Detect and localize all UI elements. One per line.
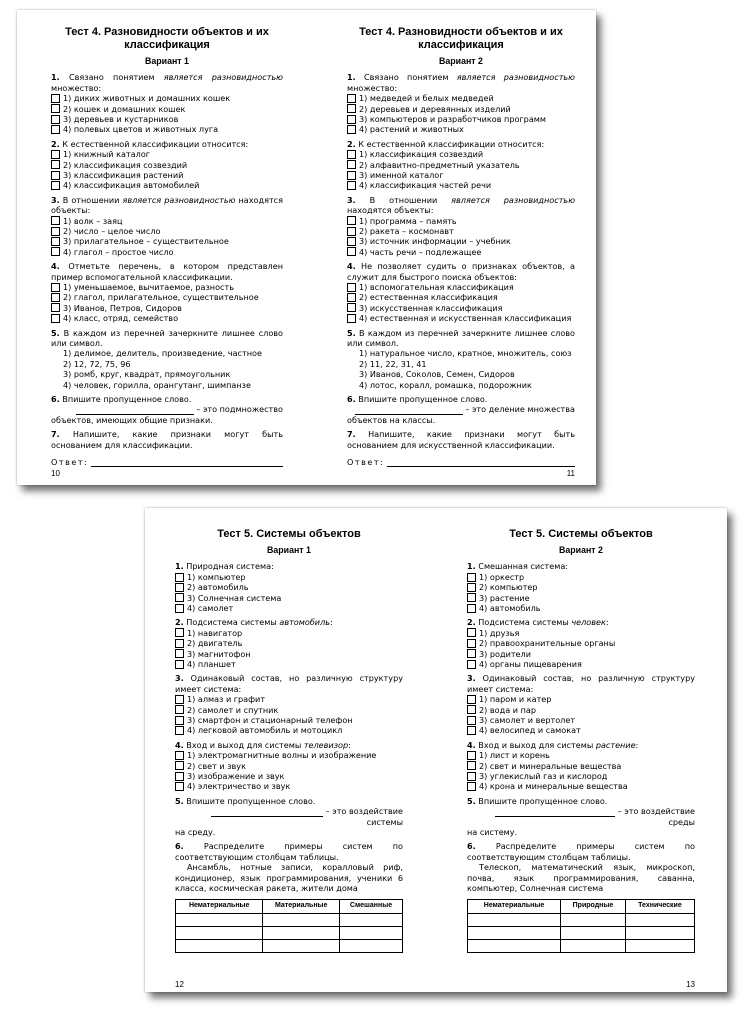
checkbox[interactable] xyxy=(347,171,356,180)
answer-option[interactable]: 4) планшет xyxy=(175,659,403,669)
answer-option[interactable]: 2) автомобиль xyxy=(175,582,403,592)
question-2: 2. К естественной классификации относится: 1) книжный каталог 2) классификация созвездий 3) классификация растений 4) классификация автомобилей xyxy=(51,139,283,191)
question-7: 7. Напишите, какие признаки могут быть основанием для искусственной классификации. Ответ: xyxy=(347,429,575,467)
question-4: 4. Отметьте перечень, в котором представлен пример вспомогательной классификации. 1) уменьшаемое, вычитаемое, разность 2) глагол, прилагательное, существительное 3) Иванов, Петров, Сидоров 4) класс, отряд, семейство xyxy=(51,261,283,324)
question-5: 5. Впишите пропущенное слово. – это воздействие системы на среду. xyxy=(175,795,403,837)
checkbox[interactable] xyxy=(347,150,356,159)
answer-option[interactable]: 2) ракета – космонавт xyxy=(347,226,575,236)
question-6: 6. Распределите примеры систем по соответствующим столбцам таблицы. Телескоп, математический язык, микроскоп, почва, язык программирования, саванна, компьютер, Солнечная система Нематериальные Природные Технические xyxy=(467,841,695,952)
answer-option[interactable]: 3) источник информации – учебник xyxy=(347,236,575,246)
column-header: Природные xyxy=(561,900,626,913)
answer-label: Ответ: xyxy=(347,456,385,467)
answer-option[interactable]: 4) класс, отряд, семейство xyxy=(51,313,283,323)
answer-option[interactable]: 2) кошек и домашних кошек xyxy=(51,104,283,114)
answer-field[interactable] xyxy=(387,458,575,467)
question-6: 6. Распределите примеры систем по соответствующим столбцам таблицы. Ансамбль, нотные записи, коралловый риф, кондиционер, язык программирования, ученики 6 класса, космическая ракета, жители дома Нематериальные Материальные Смешанные xyxy=(175,841,403,952)
word-list[interactable]: 4) человек, горилла, орангутанг, шимпанзе xyxy=(63,379,251,390)
fill-in-blank[interactable] xyxy=(495,816,615,817)
table-cell[interactable] xyxy=(176,926,263,939)
workbook-spread-test-5 xyxy=(145,508,727,992)
answer-option[interactable]: 4) органы пищеварения xyxy=(467,659,695,669)
answer-option[interactable]: 1) лист и корень xyxy=(467,750,695,760)
checkbox[interactable] xyxy=(175,593,184,602)
page-title: Тест 5. Системы объектов xyxy=(509,528,653,540)
question-6: 6. Впишите пропущенное слово. – это подмножество объектов, имеющих общие признаки. xyxy=(51,393,283,425)
checkbox[interactable] xyxy=(347,283,356,292)
variant-label: Вариант 1 xyxy=(145,56,189,66)
answer-option[interactable]: 4) самолет xyxy=(175,603,403,613)
answer-option[interactable]: 2) деревьев и деревянных изделий xyxy=(347,104,575,114)
table-cell[interactable] xyxy=(176,913,263,926)
table-cell[interactable] xyxy=(263,926,340,939)
checkbox[interactable] xyxy=(347,94,356,103)
answer-option[interactable]: 1) диких животных и домашних кошек xyxy=(51,93,283,103)
answer-option[interactable]: 2) самолет и спутник xyxy=(175,705,403,715)
answer-option[interactable]: 3) родители xyxy=(467,649,695,659)
answer-option[interactable]: 3) Солнечная система xyxy=(175,593,403,603)
question-1: 1. Смешанная система: 1) оркестр 2) компьютер 3) растение 4) автомобиль xyxy=(467,561,695,613)
checkbox[interactable] xyxy=(175,705,184,714)
answer-option[interactable]: 3) искусственная классификация xyxy=(347,303,575,313)
checkbox[interactable] xyxy=(467,583,476,592)
table-cell[interactable] xyxy=(468,913,561,926)
column-header: Смешанные xyxy=(340,900,403,913)
table-cell[interactable] xyxy=(625,913,694,926)
checkbox[interactable] xyxy=(175,726,184,735)
word-list[interactable]: 2) 12, 72, 75, 96 xyxy=(63,358,131,369)
answer-option[interactable]: 1) уменьшаемое, вычитаемое, разность xyxy=(51,282,283,292)
checkbox[interactable] xyxy=(175,695,184,704)
answer-option[interactable]: 1) книжный каталог xyxy=(51,149,283,159)
checkbox[interactable] xyxy=(347,181,356,190)
answer-option[interactable]: 2) вода и пар xyxy=(467,705,695,715)
checkbox[interactable] xyxy=(175,628,184,637)
checkbox[interactable] xyxy=(347,216,356,225)
answer-option[interactable]: 3) прилагательное – существительное xyxy=(51,236,283,246)
answer-option[interactable]: 4) часть речи – подлежащее xyxy=(347,247,575,257)
question-5: 5. Впишите пропущенное слово. – это воздействие среды на систему. xyxy=(467,795,695,837)
checkbox[interactable] xyxy=(51,283,60,292)
checkbox[interactable] xyxy=(51,181,60,190)
checkbox[interactable] xyxy=(467,639,476,648)
page-number: 13 xyxy=(686,979,695,989)
answer-option[interactable]: 4) классификация автомобилей xyxy=(51,180,283,190)
answer-option[interactable]: 4) велосипед и самокат xyxy=(467,725,695,735)
answer-label: Ответ: xyxy=(51,456,89,467)
answer-option[interactable]: 1) оркестр xyxy=(467,572,695,582)
answer-option[interactable]: 2) глагол, прилагательное, существительное xyxy=(51,292,283,302)
answer-option[interactable]: 1) навигатор xyxy=(175,628,403,638)
page-title: Тест 4. Разновидности объектов и их классификация xyxy=(65,26,269,51)
checkbox[interactable] xyxy=(467,628,476,637)
checkbox[interactable] xyxy=(51,303,60,312)
page-title: Тест 4. Разновидности объектов и их классификация xyxy=(359,26,563,51)
page-number: 11 xyxy=(566,468,575,478)
checkbox[interactable] xyxy=(51,227,60,236)
checkbox[interactable] xyxy=(175,583,184,592)
question-3: 3. В отношении является разновидностью находятся объекты: 1) программа – память 2) ракета – космонавт 3) источник информации – учебник 4) часть речи – подлежащее xyxy=(347,194,576,257)
answer-option[interactable]: 2) свет и минеральные вещества xyxy=(467,761,695,771)
answer-option[interactable]: 4) глагол – простое число xyxy=(51,247,283,257)
page-number: 10 xyxy=(51,468,60,478)
table-cell[interactable] xyxy=(340,913,403,926)
checkbox[interactable] xyxy=(51,94,60,103)
answer-option[interactable]: 3) именной каталог xyxy=(347,170,575,180)
question-5: 5. В каждом из перечней зачеркните лишнее слово или символ. 1) делимое, делитель, произведение, частное 2) 12, 72, 75, 96 3) ромб, круг, квадрат, прямоугольник 4) человек, горилла, орангутанг, шимпанзе xyxy=(51,327,283,390)
question-1: 1. Связано понятием является разновидностью множество: 1) диких животных и домашних кошек 2) кошек и домашних кошек 3) деревьев и кустарников 4) полевых цветов и животных луга xyxy=(51,72,283,135)
question-2: 2. Подсистема системы автомобиль: 1) навигатор 2) двигатель 3) магнитофон 4) планшет xyxy=(175,617,403,669)
checkbox[interactable] xyxy=(175,761,184,770)
checkbox[interactable] xyxy=(51,293,60,302)
checkbox[interactable] xyxy=(347,303,356,312)
fill-in-blank[interactable] xyxy=(211,816,323,817)
checkbox[interactable] xyxy=(467,573,476,582)
question-3: 3. Одинаковый состав, но различную структуру имеет система: 1) алмаз и графит 2) самолет и спутник 3) смартфон и стационарный телефон 4) легковой автомобиль и мотоцикл xyxy=(175,673,403,736)
table-cell[interactable] xyxy=(340,926,403,939)
checkbox[interactable] xyxy=(347,125,356,134)
checkbox[interactable] xyxy=(347,115,356,124)
column-header: Нематериальные xyxy=(176,900,263,913)
answer-option[interactable]: 2) двигатель xyxy=(175,638,403,648)
question-2: 2. Подсистема системы человек: 1) друзья 2) правоохранительные органы 3) родители 4) органы пищеварения xyxy=(467,617,695,669)
word-list[interactable]: 2) 11, 22, 31, 41 xyxy=(359,358,427,369)
checkbox[interactable] xyxy=(347,293,356,302)
checkbox[interactable] xyxy=(51,171,60,180)
word-list[interactable]: 1) делимое, делитель, произведение, частное xyxy=(63,348,262,359)
table-cell[interactable] xyxy=(468,926,561,939)
answer-option[interactable]: 4) классификация частей речи xyxy=(347,180,575,190)
checkbox[interactable] xyxy=(467,726,476,735)
answer-option[interactable]: 1) волк – заяц xyxy=(51,216,283,226)
sorting-table xyxy=(175,899,403,952)
checkbox[interactable] xyxy=(467,660,476,669)
question-3: 3. Одинаковый состав, но различную структуру имеет система: 1) паром и катер 2) вода и пар 3) самолет и вертолет 4) велосипед и самокат xyxy=(467,673,695,736)
checkbox[interactable] xyxy=(467,604,476,613)
answer-option[interactable]: 3) деревьев и кустарников xyxy=(51,114,283,124)
table-cell[interactable] xyxy=(176,939,263,952)
page-11 xyxy=(347,10,575,501)
table-cell[interactable] xyxy=(561,926,626,939)
checkbox[interactable] xyxy=(175,751,184,760)
answer-option[interactable]: 3) смартфон и стационарный телефон xyxy=(175,715,403,725)
answer-option[interactable]: 3) растение xyxy=(467,593,695,603)
answer-option[interactable]: 1) программа – память xyxy=(347,216,575,226)
checkbox[interactable] xyxy=(175,639,184,648)
checkbox[interactable] xyxy=(347,160,356,169)
answer-option[interactable]: 2) естественная классификация xyxy=(347,292,575,302)
checkbox[interactable] xyxy=(51,125,60,134)
question-6: 6. Впишите пропущенное слово. – это деление множества объектов на классы. xyxy=(347,393,575,425)
checkbox[interactable] xyxy=(467,705,476,714)
checkbox[interactable] xyxy=(467,649,476,658)
answer-option[interactable]: 1) алмаз и графит xyxy=(175,694,403,704)
checkbox[interactable] xyxy=(347,104,356,113)
checkbox[interactable] xyxy=(175,772,184,781)
checkbox[interactable] xyxy=(51,216,60,225)
checkbox[interactable] xyxy=(51,314,60,323)
variant-label: Вариант 2 xyxy=(439,56,483,66)
examples-text: Телескоп, математический язык, микроскоп, почва, язык программирования, саванна, компьютер, Солнечная система xyxy=(467,862,695,893)
checkbox[interactable] xyxy=(467,716,476,725)
table-cell[interactable] xyxy=(263,913,340,926)
answer-option[interactable]: 3) классификация растений xyxy=(51,170,283,180)
column-header: Нематериальные xyxy=(468,900,561,913)
checkbox[interactable] xyxy=(175,649,184,658)
answer-option[interactable]: 2) алфавитно-предметный указатель xyxy=(347,160,575,170)
checkbox[interactable] xyxy=(175,660,184,669)
question-4: 4. Вход и выход для системы растение: 1) лист и корень 2) свет и минеральные вещества 3) углекислый газ и кислород 4) крона и минеральные вещества xyxy=(467,740,695,792)
answer-option[interactable]: 1) компьютер xyxy=(175,572,403,582)
checkbox[interactable] xyxy=(51,247,60,256)
answer-option[interactable]: 4) легковой автомобиль и мотоцикл xyxy=(175,725,403,735)
answer-option[interactable]: 1) электромагнитные волны и изображение xyxy=(175,750,403,760)
answer-option[interactable]: 3) магнитофон xyxy=(175,649,403,659)
answer-option[interactable]: 2) компьютер xyxy=(467,582,695,592)
page-12 xyxy=(175,508,403,1012)
answer-option[interactable]: 4) крона и минеральные вещества xyxy=(467,781,695,791)
checkbox[interactable] xyxy=(51,150,60,159)
answer-option[interactable]: 3) самолет и вертолет xyxy=(467,715,695,725)
answer-option[interactable]: 2) классификация созвездий xyxy=(51,160,283,170)
checkbox[interactable] xyxy=(467,751,476,760)
page-title: Тест 5. Системы объектов xyxy=(217,528,361,540)
column-header: Технические xyxy=(625,900,694,913)
answer-option[interactable]: 3) компьютеров и разработчиков программ xyxy=(347,114,575,124)
checkbox[interactable] xyxy=(51,160,60,169)
word-list[interactable]: 3) Иванов, Соколов, Семен, Сидоров xyxy=(359,369,515,380)
word-list[interactable]: 4) лотос, коралл, ромашка, подорожник xyxy=(359,379,532,390)
question-3: 3. В отношении является разновидностью находятся объекты: 1) волк – заяц 2) число – целое число 3) прилагательное – существительное 4) глагол – простое число xyxy=(51,194,283,257)
table-cell[interactable] xyxy=(263,939,340,952)
question-2: 2. К естественной классификации относится: 1) классификация созвездий 2) алфавитно-предметный указатель 3) именной каталог 4) классификация частей речи xyxy=(347,139,575,191)
question-1: 1. Природная система: 1) компьютер 2) автомобиль 3) Солнечная система 4) самолет xyxy=(175,561,403,613)
question-7: 7. Напишите, какие признаки могут быть основанием для классификации. Ответ: xyxy=(51,429,283,467)
answer-field[interactable] xyxy=(91,458,283,467)
checkbox[interactable] xyxy=(175,716,184,725)
variant-label: Вариант 2 xyxy=(559,545,603,555)
column-header: Материальные xyxy=(263,900,340,913)
checkbox[interactable] xyxy=(467,772,476,781)
page-10 xyxy=(51,10,283,501)
answer-option[interactable]: 1) вспомогательная классификация xyxy=(347,282,575,292)
table-cell[interactable] xyxy=(625,939,694,952)
word-list[interactable]: 1) натуральное число, кратное, множитель, союз xyxy=(359,348,572,359)
examples-text: Ансамбль, нотные записи, коралловый риф, кондиционер, язык программирования, ученики 6 класса, космическая ракета, жители дома xyxy=(175,862,403,893)
answer-option[interactable]: 2) число – целое число xyxy=(51,226,283,236)
checkbox[interactable] xyxy=(51,237,60,246)
question-5: 5. В каждом из перечней зачеркните лишнее слово или символ. 1) натуральное число, кратное, множитель, союз 2) 11, 22, 31, 41 3) Иванов, Соколов, Семен, Сидоров 4) лотос, коралл, ромашка, подорожник xyxy=(347,327,576,390)
answer-option[interactable]: 4) растений и животных xyxy=(347,124,575,134)
question-4: 4. Не позволяет судить о признаках объектов, а служит для быстрого поиска объектов: 1) вспомогательная классификация 2) естественная классификация 3) искусственная классификация 4) естественная и искусственная классификация xyxy=(347,261,575,324)
table-cell[interactable] xyxy=(561,913,626,926)
answer-option[interactable]: 2) правоохранительные органы xyxy=(467,638,695,648)
answer-option[interactable]: 1) медведей и белых медведей xyxy=(347,93,575,103)
checkbox[interactable] xyxy=(467,761,476,770)
answer-option[interactable]: 4) полевых цветов и животных луга xyxy=(51,124,283,134)
answer-option[interactable]: 4) электричество и звук xyxy=(175,781,403,791)
sorting-table xyxy=(467,899,695,952)
checkbox[interactable] xyxy=(467,593,476,602)
answer-option[interactable]: 3) Иванов, Петров, Сидоров xyxy=(51,303,283,313)
table-cell[interactable] xyxy=(468,939,561,952)
answer-option[interactable]: 1) паром и катер xyxy=(467,694,695,704)
checkbox[interactable] xyxy=(467,782,476,791)
checkbox[interactable] xyxy=(51,104,60,113)
answer-option[interactable]: 2) свет и звук xyxy=(175,761,403,771)
answer-option[interactable]: 1) друзья xyxy=(467,628,695,638)
checkbox[interactable] xyxy=(467,695,476,704)
answer-option[interactable]: 4) автомобиль xyxy=(467,603,695,613)
page-13 xyxy=(467,508,695,1012)
checkbox[interactable] xyxy=(175,573,184,582)
table-cell[interactable] xyxy=(561,939,626,952)
checkbox[interactable] xyxy=(347,314,356,323)
workbook-spread-test-4 xyxy=(17,10,596,485)
page-number: 12 xyxy=(175,979,184,989)
checkbox[interactable] xyxy=(175,782,184,791)
variant-label: Вариант 1 xyxy=(267,545,311,555)
question-1: 1. Связано понятием является разновидностью множество: 1) медведей и белых медведей 2) деревьев и деревянных изделий 3) компьютеров и разработчиков программ 4) растений и животных xyxy=(347,72,575,135)
checkbox[interactable] xyxy=(175,604,184,613)
question-4: 4. Вход и выход для системы телевизор: 1) электромагнитные волны и изображение 2) свет и звук 3) изображение и звук 4) электричество и звук xyxy=(175,740,403,792)
answer-option[interactable]: 3) углекислый газ и кислород xyxy=(467,771,695,781)
answer-option[interactable]: 1) классификация созвездий xyxy=(347,149,575,159)
answer-option[interactable]: 4) естественная и искусственная классификация xyxy=(347,313,575,323)
word-list[interactable]: 3) ромб, круг, квадрат, прямоугольник xyxy=(63,369,231,380)
table-cell[interactable] xyxy=(625,926,694,939)
table-cell[interactable] xyxy=(340,939,403,952)
answer-option[interactable]: 3) изображение и звук xyxy=(175,771,403,781)
checkbox[interactable] xyxy=(347,247,356,256)
checkbox[interactable] xyxy=(347,237,356,246)
checkbox[interactable] xyxy=(51,115,60,124)
checkbox[interactable] xyxy=(347,227,356,236)
